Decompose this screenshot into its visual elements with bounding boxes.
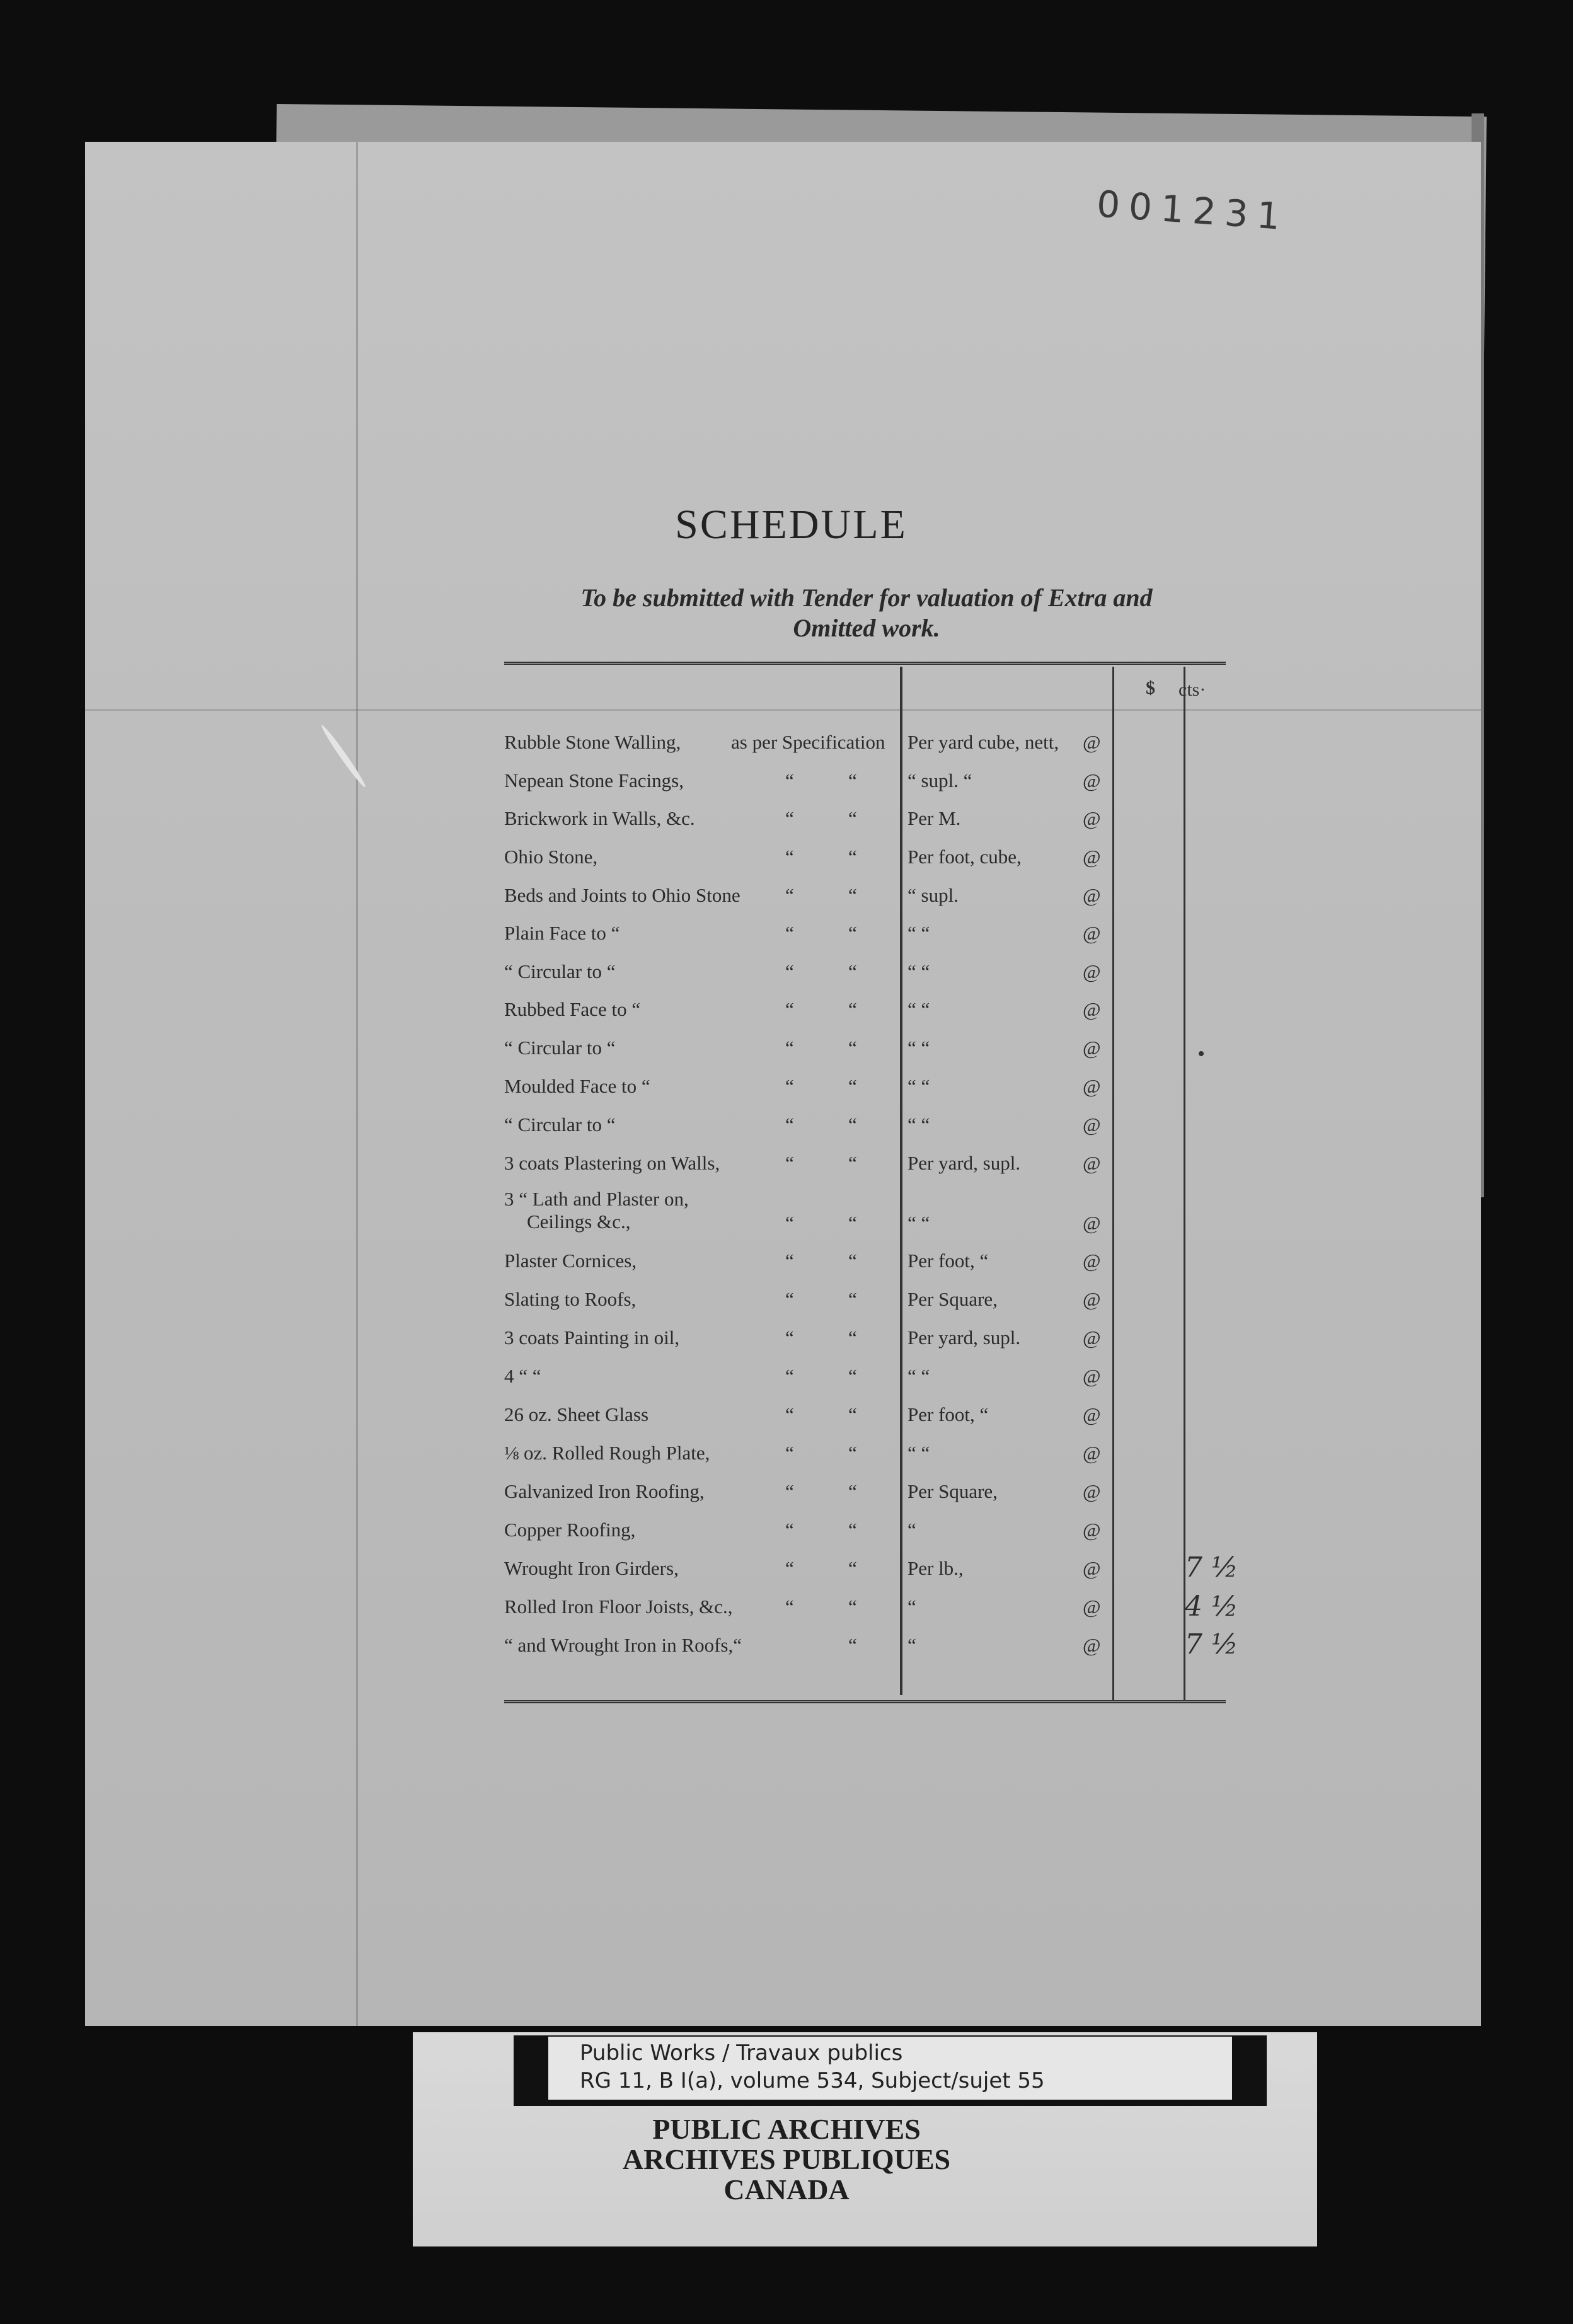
item-description [504,1596,733,1618]
item-description-line-1: “ Circular to “ [504,1113,616,1136]
item-description [504,1113,615,1136]
item-description-line-1: “ and Wrought Iron in Roofs,“ [504,1634,742,1656]
ditto-mark: “ [848,960,857,982]
ditto-mark: “ [848,1250,857,1272]
unit-of-measure: “ “ [908,1212,930,1234]
dollar-column-header: $ [1146,677,1155,698]
item-description-line-1: Rubble Stone Walling, [504,731,681,753]
ditto-mark: “ [785,1152,794,1174]
ditto-mark: “ [785,846,794,868]
at-sign: @ [1083,1152,1101,1174]
item-description-line-1: Wrought Iron Girders, [504,1557,679,1579]
table-bottom-rule [504,1700,1226,1703]
archive-stamp-line-1: PUBLIC ARCHIVES [652,2113,921,2145]
at-sign: @ [1083,1403,1101,1425]
item-description-line-1: “ Circular to “ [504,960,616,982]
item-description [504,1365,541,1388]
at-sign: @ [1083,1075,1101,1097]
cents-column-header: cts· [1178,679,1206,700]
ditto-mark: “ [848,769,857,791]
unit-of-measure: “ [908,1634,916,1656]
item-description-line-2: Ceilings &c., [527,1211,631,1233]
item-description-line-1: Plaster Cornices, [504,1250,637,1272]
ditto-mark: “ [785,1075,794,1097]
ditto-mark: “ [848,1113,857,1136]
item-description [504,731,681,754]
ditto-mark: “ [848,922,857,944]
document-page [85,142,1481,2026]
unit-of-measure: Per Square, [908,1480,998,1502]
item-description-line-1: Brickwork in Walls, &c. [504,807,695,829]
handwritten-rate: 4 ½ [1185,1591,1238,1623]
item-description [504,884,740,907]
unit-of-measure: “ “ [908,998,930,1020]
at-sign: @ [1083,960,1101,982]
unit-of-measure: Per yard, supl. [908,1152,1021,1174]
item-description [504,1634,742,1657]
ditto-mark: “ [785,769,794,791]
item-description [504,1250,637,1272]
unit-of-measure: Per yard, supl. [908,1326,1021,1349]
at-sign: @ [1083,1288,1101,1310]
ditto-mark: “ [848,1442,857,1464]
ditto-mark: “ [785,807,794,829]
at-sign: @ [1083,807,1101,829]
item-description-line-1: Slating to Roofs, [504,1288,637,1310]
unit-of-measure: “ “ [908,922,930,944]
item-description [504,846,597,868]
ditto-mark: “ [785,1113,794,1136]
ditto-mark: “ [848,1519,857,1541]
item-description [504,1519,635,1541]
unit-of-measure: “ “ [908,1113,930,1136]
unit-of-measure: “ “ [908,1442,930,1464]
at-sign: @ [1083,769,1101,791]
at-sign: @ [1083,731,1101,753]
at-sign: @ [1083,1442,1101,1464]
item-description [504,807,695,830]
page-title: SCHEDULE [675,502,908,548]
unit-of-measure: “ “ [908,960,930,982]
ditto-mark: “ [848,1152,857,1174]
at-sign: @ [1083,1634,1101,1656]
item-description-line-1: Moulded Face to “ [504,1075,650,1097]
at-sign: @ [1083,846,1101,868]
at-sign: @ [1083,884,1101,906]
ditto-mark: “ [785,1557,794,1579]
subtitle-line-1: To be submitted with Tender for valuation of Extra and [580,584,1153,612]
item-description-line-1: 3 coats Painting in oil, [504,1326,680,1349]
ditto-mark: “ [785,1519,794,1541]
unit-of-measure: “ [908,1519,916,1541]
unit-of-measure: “ “ [908,1365,930,1387]
at-sign: @ [1083,1037,1101,1059]
at-sign: @ [1083,1557,1101,1579]
item-description-line-1: 4 “ “ [504,1365,541,1387]
item-description [504,1288,636,1311]
ditto-mark: “ [848,884,857,906]
fold-line-horizontal [85,709,1481,711]
at-sign: @ [1083,1365,1101,1387]
item-description [504,1557,679,1580]
ditto-mark: “ [785,1365,794,1387]
item-description-line-1: ⅛ oz. Rolled Rough Plate, [504,1442,710,1464]
item-description-line-1: 26 oz. Sheet Glass [504,1403,649,1425]
fold-line-vertical [356,142,358,2026]
at-sign: @ [1083,1326,1101,1349]
item-description [504,998,640,1021]
unit-of-measure: “ supl. “ [908,769,972,791]
handwritten-rate: 7 ½ [1185,1551,1238,1584]
ditto-mark: “ [848,1037,857,1059]
at-sign: @ [1083,1113,1101,1136]
paper-blemish [1199,1051,1204,1056]
unit-of-measure: Per M. [908,807,961,829]
ditto-mark: “ [848,1634,857,1656]
item-description-line-1: 3 “ Lath and Plaster on, [504,1188,689,1210]
archive-label-line-1: Public Works / Travaux publics [580,2040,903,2066]
item-description-line-1: Rubbed Face to “ [504,998,641,1020]
item-description [504,1188,689,1233]
ditto-mark: “ [848,1365,857,1387]
item-description [504,1037,615,1059]
item-description-line-1: Ohio Stone, [504,846,598,868]
ditto-mark: “ [848,1288,857,1310]
at-sign: @ [1083,1596,1101,1618]
at-sign: @ [1083,1519,1101,1541]
document-number: 001231 [1095,182,1291,239]
ditto-mark: “ [848,1403,857,1425]
at-sign: @ [1083,922,1101,944]
item-description [504,1152,720,1175]
ditto-mark: “ [785,1403,794,1425]
column-divider-dollars [1112,667,1114,1700]
ditto-mark: “ [848,1557,857,1579]
item-description [504,1326,679,1349]
item-description-line-1: “ Circular to “ [504,1037,616,1059]
unit-of-measure: “ [908,1596,916,1618]
at-sign: @ [1083,998,1101,1020]
unit-of-measure: Per lb., [908,1557,964,1579]
item-description [504,1480,705,1503]
ditto-mark: “ [785,922,794,944]
item-description [504,1403,648,1426]
item-description-line-1: 3 coats Plastering on Walls, [504,1152,720,1174]
unit-of-measure: “ supl. [908,884,959,906]
ditto-mark: “ [848,846,857,868]
unit-of-measure: Per foot, “ [908,1250,989,1272]
item-description [504,960,615,983]
unit-of-measure: Per foot, “ [908,1403,989,1425]
ditto-mark: “ [848,1075,857,1097]
ditto-mark: “ [785,884,794,906]
ditto-mark: “ [848,1212,857,1234]
item-description-line-1: Nepean Stone Facings, [504,769,684,791]
specification-ref: as per Specification [731,731,885,753]
ditto-mark: “ [785,1596,794,1618]
archive-stamp-line-3: CANADA [723,2173,850,2206]
unit-of-measure: Per foot, cube, [908,846,1022,868]
item-description-line-1: Galvanized Iron Roofing, [504,1480,705,1502]
at-sign: @ [1083,1250,1101,1272]
table-top-rule [504,662,1226,665]
unit-of-measure: Per yard cube, nett, [908,731,1059,753]
ditto-mark: “ [785,1288,794,1310]
item-description-line-1: Copper Roofing, [504,1519,636,1541]
ditto-mark: “ [785,1037,794,1059]
item-description [504,922,619,945]
column-divider-cents [1184,667,1185,1700]
ditto-mark: “ [785,998,794,1020]
item-description-line-1: Rolled Iron Floor Joists, &c., [504,1596,733,1618]
unit-of-measure: “ “ [908,1037,930,1059]
ditto-mark: “ [848,1326,857,1349]
ditto-mark: “ [848,998,857,1020]
ditto-mark: “ [785,1442,794,1464]
at-sign: @ [1083,1212,1101,1234]
item-description [504,1442,710,1464]
unit-of-measure: “ “ [908,1075,930,1097]
ditto-mark: “ [848,1596,857,1618]
page-subtitle [498,583,1235,643]
ditto-mark: “ [785,1250,794,1272]
handwritten-rate: 7 ½ [1185,1628,1238,1660]
item-description [504,1075,650,1098]
ditto-mark: “ [785,1326,794,1349]
item-description-line-1: Beds and Joints to Ohio Stone [504,884,740,906]
ditto-mark: “ [848,1480,857,1502]
item-description-line-1: Plain Face to “ [504,922,620,944]
ditto-mark: “ [785,960,794,982]
unit-of-measure: Per Square, [908,1288,998,1310]
ditto-mark: “ [785,1480,794,1502]
item-description [504,769,684,792]
column-divider-unit [900,667,902,1695]
archive-label-line-2: RG 11, B I(a), volume 534, Subject/sujet 55 [580,2068,1045,2093]
subtitle-line-2: Omitted work. [793,614,940,642]
ditto-mark: “ [785,1212,794,1234]
ditto-mark: “ [848,807,857,829]
archive-stamp-line-2: ARCHIVES PUBLIQUES [622,2143,951,2175]
at-sign: @ [1083,1480,1101,1502]
